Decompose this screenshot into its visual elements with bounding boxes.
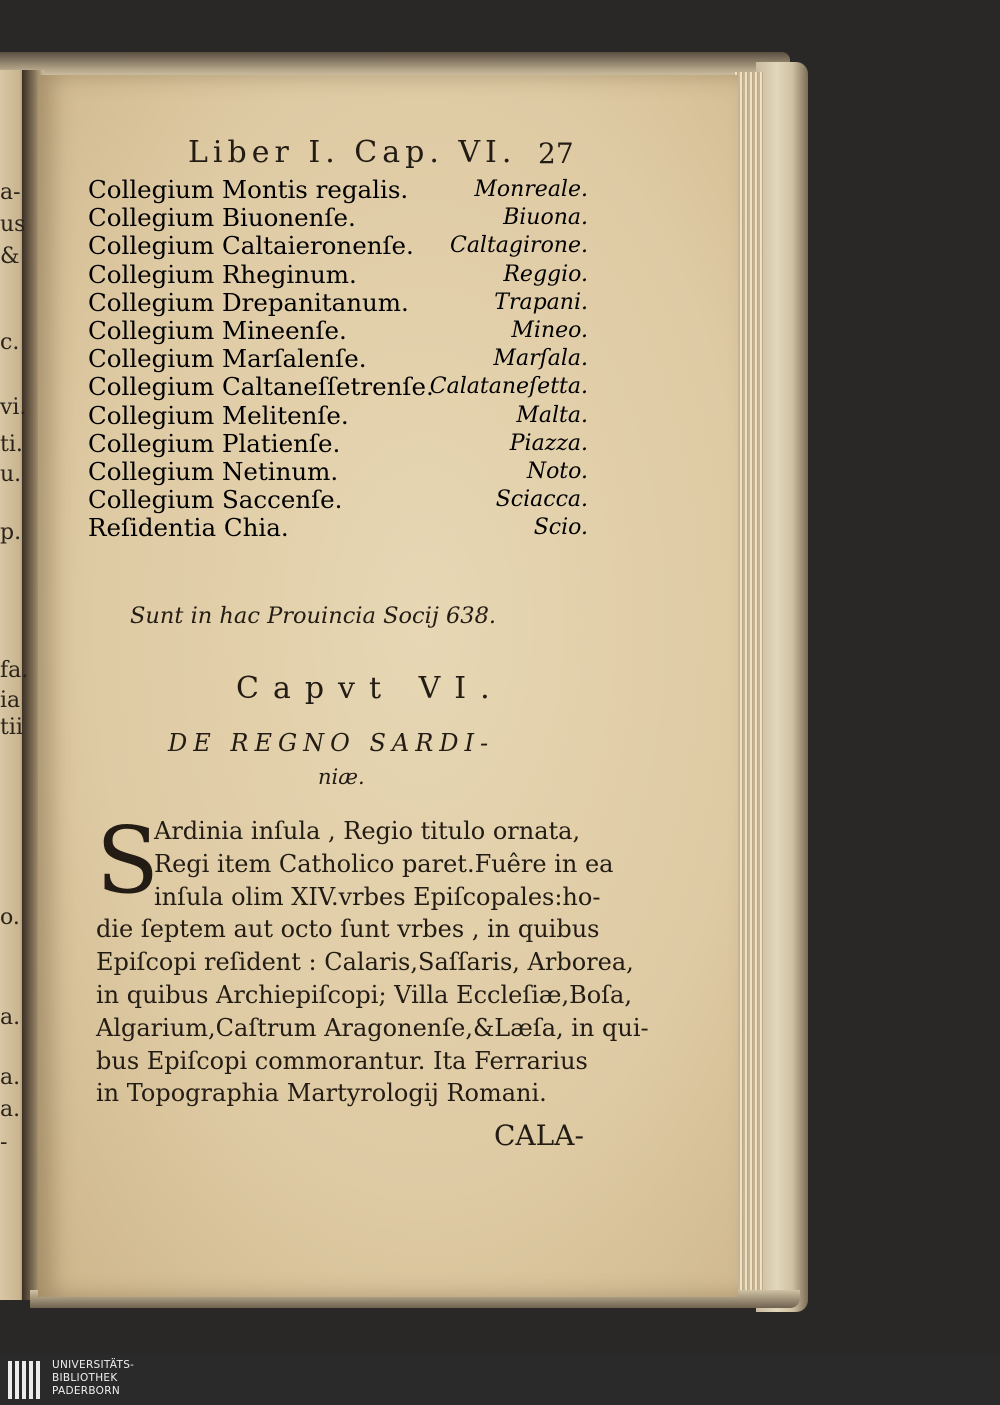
college-town: Calataneſetta. <box>429 374 588 400</box>
college-list <box>88 175 588 541</box>
college-town: Caltagirone. <box>449 233 588 259</box>
left-page-fragment: & <box>0 244 20 269</box>
summary-line: Sunt in hac Prouincia Socij 638. <box>130 603 497 629</box>
college-entry <box>88 316 588 344</box>
college-town: Biuona. <box>503 205 588 231</box>
left-page-fragment: us <box>0 212 26 237</box>
college-name: Collegium Drepanitanum. <box>88 287 409 317</box>
running-head: Liber I. Cap. VI. <box>188 135 517 170</box>
college-town: Marſala. <box>493 346 588 372</box>
college-entry <box>88 372 588 400</box>
college-town: Piazza. <box>509 430 588 456</box>
college-entry <box>88 203 588 231</box>
body-line: Algarium,Caſtrum Aragonenſe,&Læſa, in qui- <box>96 1013 649 1042</box>
left-page-fragment: ia <box>0 688 21 713</box>
college-entry <box>88 429 588 457</box>
library-name-line: UNIVERSITÄTS- <box>52 1359 135 1371</box>
body-line: Epiſcopi reſident : Calaris,Saſſaris, Arborea, <box>96 948 634 977</box>
left-page-fragment: c. <box>0 330 20 355</box>
college-entry <box>88 401 588 429</box>
college-town: Sciacca. <box>495 487 588 513</box>
college-name: Collegium Caltaneſſetrenſe. <box>88 372 434 402</box>
library-name <box>52 1359 134 1398</box>
left-page-fragment: a. <box>0 1065 21 1090</box>
left-page-fragment: u. <box>0 462 22 487</box>
body-paragraph <box>96 807 649 1110</box>
body-line: in quibus Archiepiſcopi; Villa Eccleſiæ,Boſa, <box>96 980 632 1009</box>
body-line: bus Epiſcopi commorantur. Ita Ferrarius <box>96 1046 588 1075</box>
body-line: inſula olim XIV.vrbes Epiſcopales:ho- <box>154 882 601 911</box>
right-page <box>38 75 738 1297</box>
chapter-heading: Capvt VI. <box>236 671 504 706</box>
college-name: Reſidentia Chia. <box>88 513 289 543</box>
left-page-fragment: tii <box>0 715 23 740</box>
chapter-subheading: DE REGNO SARDI- <box>168 729 495 757</box>
catchword: CALA- <box>494 1119 584 1152</box>
college-entry <box>88 288 588 316</box>
college-entry <box>88 457 588 485</box>
library-logo-icon <box>8 1361 44 1399</box>
college-town: Reggio. <box>503 261 588 287</box>
left-page-fragment: fa. <box>0 658 29 683</box>
left-page-fragment: o. <box>0 905 20 930</box>
body-line: Ardinia inſula , Regio titulo ornata, <box>154 817 581 845</box>
college-town: Malta. <box>516 402 588 428</box>
left-page-fragment: ti. <box>0 432 23 457</box>
book-cover-right <box>756 62 808 1312</box>
college-name: Collegium Marſalenſe. <box>88 344 367 374</box>
college-name: Collegium Netinum. <box>88 456 339 486</box>
page-number: 27 <box>538 137 574 170</box>
left-page-fragment: a. <box>0 1097 21 1122</box>
college-name: Collegium Montis regalis. <box>88 175 409 204</box>
college-name: Collegium Platienſe. <box>88 428 341 458</box>
college-name: Collegium Rheginum. <box>88 259 357 289</box>
college-entry <box>88 513 588 541</box>
library-footer <box>0 1355 1000 1405</box>
college-name: Collegium Melitenſe. <box>88 400 349 430</box>
college-town: Trapani. <box>494 289 588 315</box>
college-town: Scio. <box>533 515 588 541</box>
left-page-fragment: - <box>0 1130 8 1155</box>
body-line: die ſeptem aut octo ſunt vrbes , in quibus <box>96 915 600 944</box>
library-name-line: BIBLIOTHEK <box>52 1372 118 1384</box>
college-entry <box>88 231 588 259</box>
college-name: Collegium Mineenſe. <box>88 315 347 345</box>
left-page-fragment: vi. <box>0 395 27 420</box>
body-line: in Topographia Martyrologij Romani. <box>96 1079 547 1108</box>
chapter-subheading-continued: niæ. <box>318 765 365 789</box>
college-name: Collegium Biuonenſe. <box>88 203 356 233</box>
college-entry <box>88 260 588 288</box>
left-page-fragment: a. <box>0 1005 21 1030</box>
college-name: Collegium Saccenſe. <box>88 485 343 515</box>
college-name: Collegium Caltaieronenſe. <box>88 231 414 261</box>
college-town: Monreale. <box>474 177 588 202</box>
drop-cap: S <box>96 807 160 914</box>
college-town: Mineo. <box>511 317 588 343</box>
college-entry <box>88 485 588 513</box>
body-line: Regi item Catholico paret.Fuêre in ea <box>154 849 614 878</box>
college-town: Noto. <box>526 458 588 484</box>
college-entry <box>88 175 588 203</box>
left-page-fragment: p. <box>0 520 22 545</box>
library-name-line: PADERBORN <box>52 1385 120 1397</box>
left-page-fragment: a- <box>0 180 21 205</box>
college-entry <box>88 344 588 372</box>
